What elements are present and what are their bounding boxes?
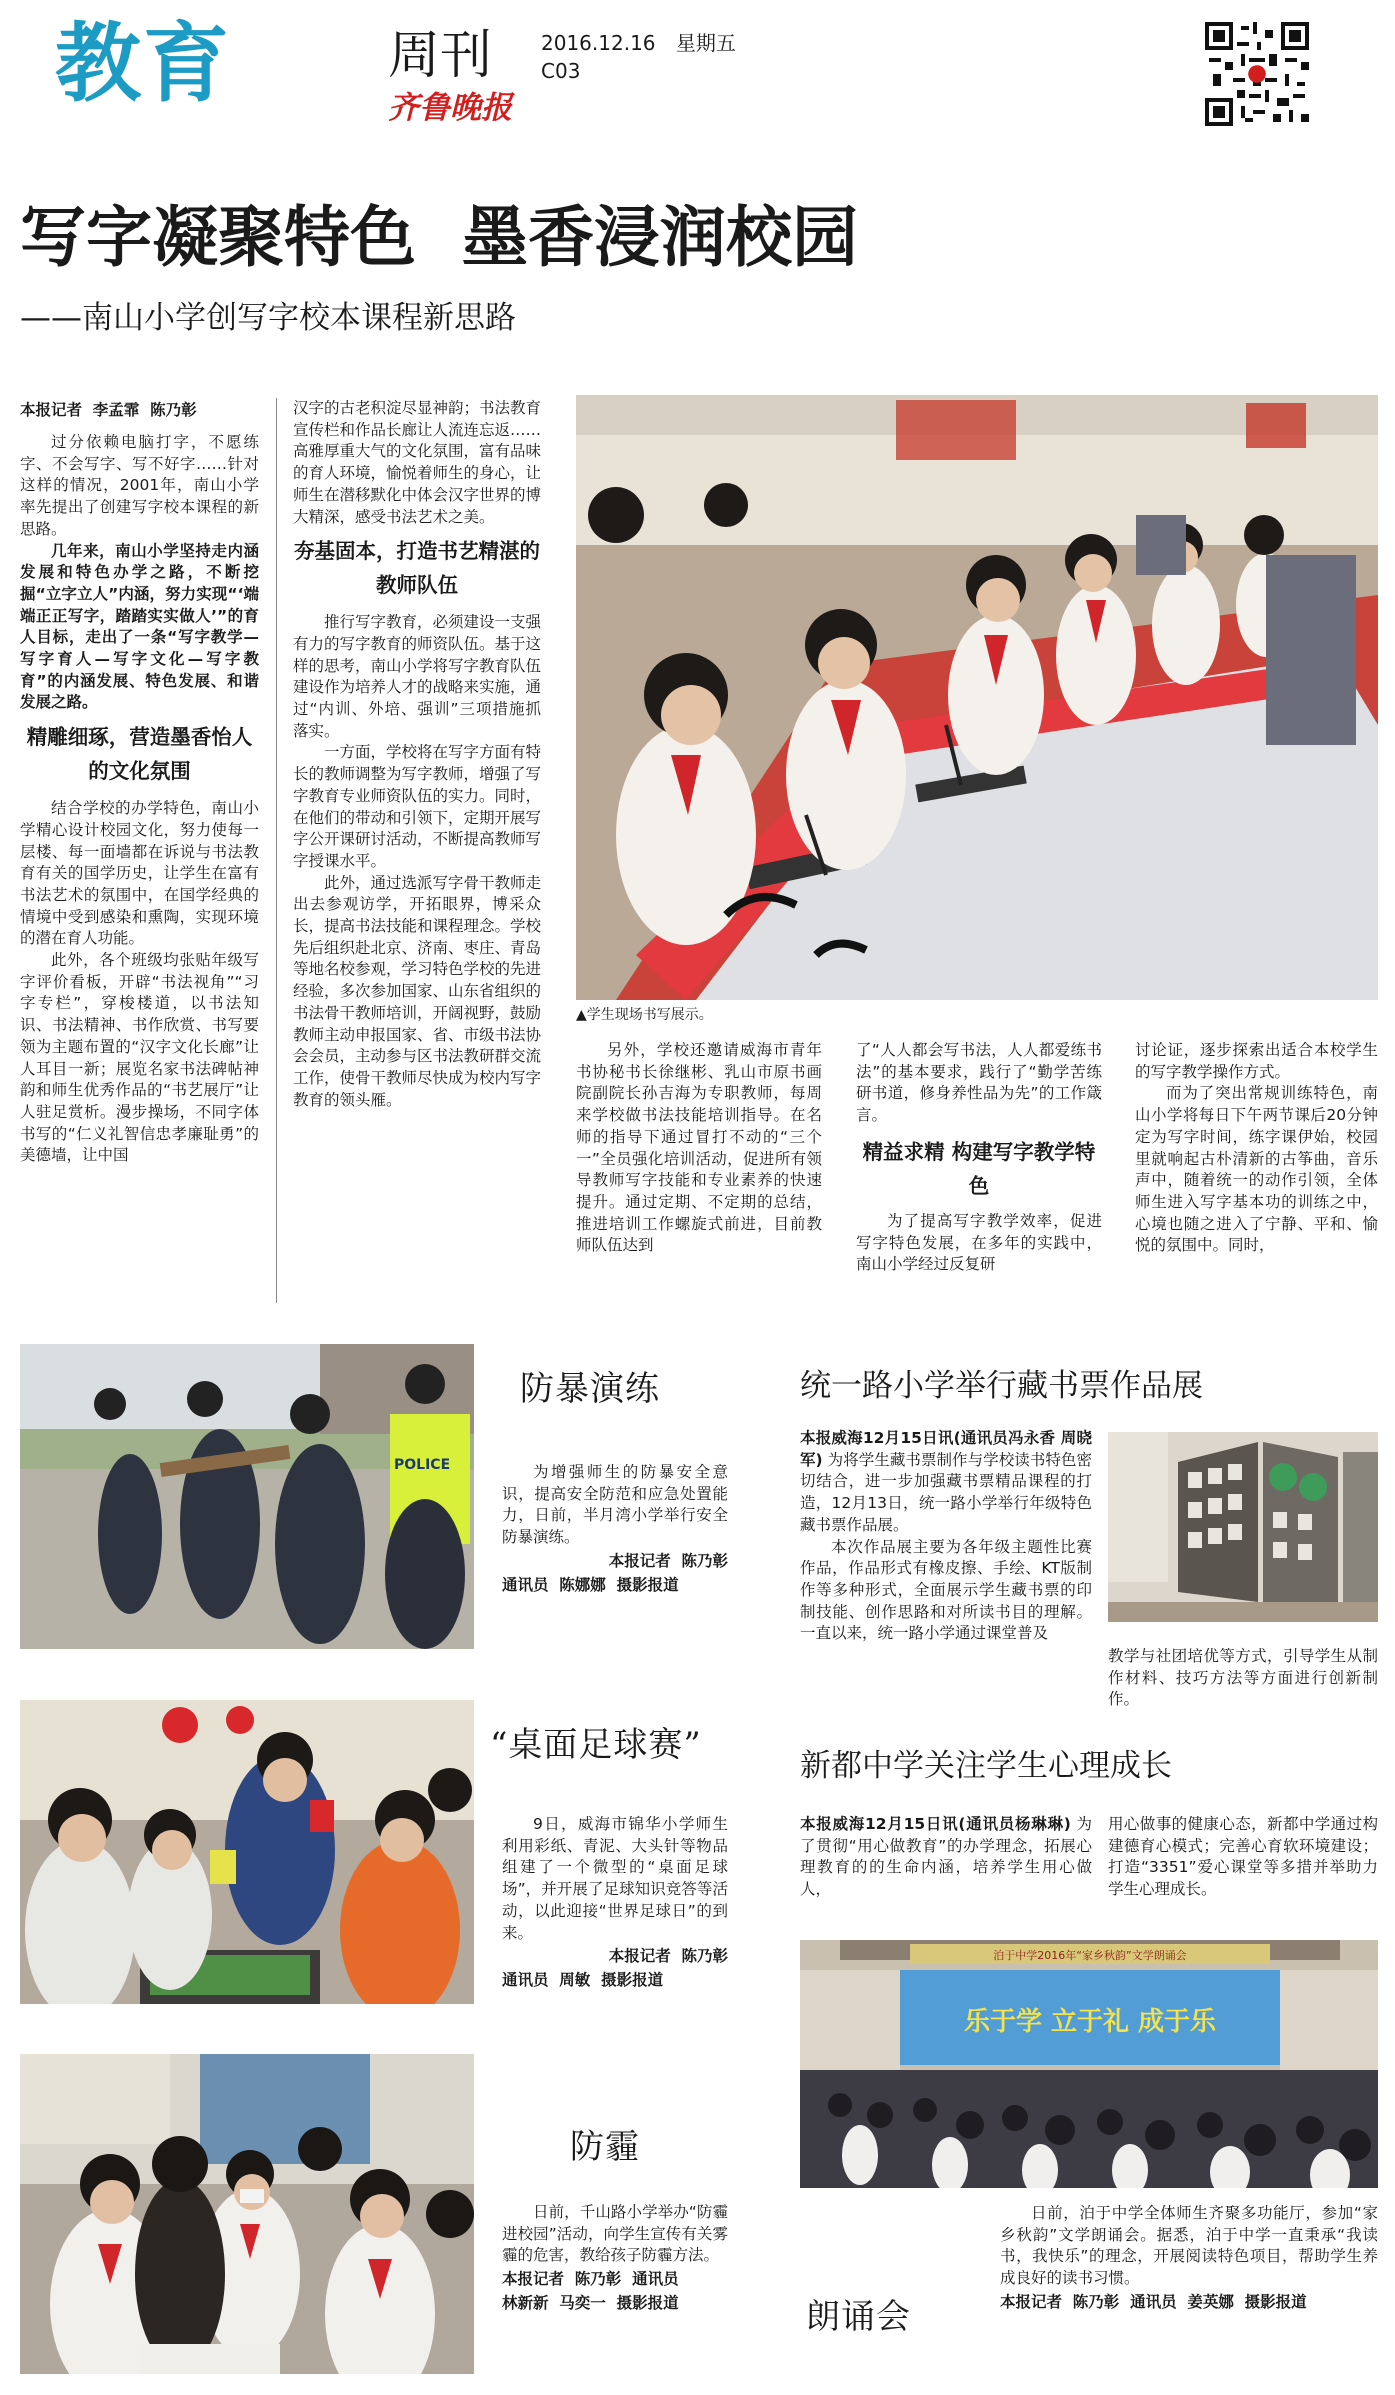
column-rule xyxy=(764,1345,765,2375)
subheadline: ——南山小学创写字校本课程新思路 xyxy=(20,300,516,336)
psych-body-2: 用心做事的健康心态，新都中学通过构建德育心模式；完善心育软环境建设；打造“3351”爱心课堂等多措并举助力学生心理成长。 xyxy=(1108,1815,1378,1899)
psych-body-1 xyxy=(800,1814,1092,1901)
masthead xyxy=(0,0,1395,130)
bookmark-lead: 为将学生藏书票制作与学校读书特色密切结合，进一步加强藏书票精品课程的打造，12月13日，统一路小学举行年级特色藏书票作品展。 xyxy=(800,1450,1092,1534)
paragraph: 了“人人都会写书法，人人都爱练书法”的基本要求，践行了“勤学苦练研书道，修身养性品为先”的工作箴言。 xyxy=(856,1041,1102,1125)
paragraph: 一方面，学校将在写字方面有特长的教师调整为写字教师，增强了写字教育专业师资队伍的实力。同时，在他们的带动和引领下，定期开展写字公开课研讨活动，不断提高教师写字授课水平。 xyxy=(293,743,541,870)
paragraph: 讨论证，逐步探索出适合本校学生的写字教学操作方式。 xyxy=(1135,1041,1378,1081)
headline: 写字凝聚特色 墨香浸润校园 xyxy=(20,199,858,276)
psych-text-2 xyxy=(1108,1814,1378,1904)
bookmark-photo xyxy=(1108,1432,1378,1622)
paragraph: 而为了突出常规训练特色，南山小学将每日下午两节课后20分钟定为写字时间，练字课伊始，校园里就响起古朴清新的古筝曲，音乐声中，随着统一的动作引领，全体师生进入写字基本功的训练之中，心境也随之进入了宁静、平和、愉悦的氛围中。同时， xyxy=(1135,1084,1378,1255)
photo-caption: ▲学生现场书写展示。 xyxy=(576,1007,713,1023)
smog-credit-2: 林新新 马奕一 摄影报道 xyxy=(502,2294,679,2313)
lead-col-2 xyxy=(293,398,541,1306)
bookmark-body-1 xyxy=(800,1428,1092,1537)
recital-credit: 本报记者 陈乃彰 通讯员 姜英娜 摄影报道 xyxy=(1000,2292,1307,2311)
byline: 本报记者 李孟霏 陈乃彰 xyxy=(20,401,197,419)
drill-photo xyxy=(20,1344,474,1649)
paragraph: 汉字的古老积淀尽显神韵；书法教育宣传栏和作品长廊让人流连忘返……高雅厚重大气的文化氛围，富有品味的育人环境，愉悦着师生的身心，让师生在潜移默化中体会汉字世界的博大精深，感受书法艺术之美。 xyxy=(293,399,541,526)
bookmark-body-3: 教学与社团培优等方式，引导学生从制作材料、技巧方法等方面进行创新制作。 xyxy=(1108,1647,1378,1709)
qr-code-icon xyxy=(1205,22,1309,126)
section-title: 教育 xyxy=(55,14,231,114)
bookmark-text-2 xyxy=(1108,1646,1378,1714)
paper-name: 齐鲁晚报 xyxy=(388,90,512,126)
psych-dateline: 本报威海12月15日讯(通讯员杨琳琳) xyxy=(800,1815,1071,1833)
subhead: 夯基固本，打造书艺精湛的教师队伍 xyxy=(294,539,540,598)
drill-title: 防暴演练 xyxy=(520,1369,660,1409)
soccer-body: 9日，威海市锦华小学师生利用彩纸、青泥、大头针等物品组建了一个微型的“桌面足球场”，并开展了足球知识竞答等活动，以此迎接“世界足球日”的到来。 xyxy=(502,1815,728,1942)
recital-title: 朗诵会 xyxy=(806,2297,911,2337)
drill-credit-2: 通讯员 陈娜娜 摄影报道 xyxy=(502,1575,679,1594)
lead-col-5 xyxy=(1135,1040,1378,1310)
section-divider xyxy=(20,1322,1378,1323)
drill-credit-1: 本报记者 陈乃彰 xyxy=(608,1551,728,1570)
recital-banner: 泊于中学2016年“家乡秋韵”文学朗诵会 xyxy=(993,1949,1187,1962)
soccer-photo xyxy=(20,1700,474,2004)
smog-photo xyxy=(20,2054,474,2374)
stage-text: 乐于学 立于礼 成于乐 xyxy=(963,2007,1217,2037)
paragraph: 此外，各个班级均张贴年级写字评价看板，开辟“书法视角”“习字专栏”，穿梭楼道，以书法知识、书法精神、书作欣赏、书写要领为主题布置的“汉字文化长廊”让人耳目一新；展览名家书法碑帖神韵和师生优秀作品的“书艺展厅”让人驻足赏析。漫步操场，不同字体书写的“仁义礼智信忠孝廉耻勇”的美德墙，让中国 xyxy=(20,951,259,1165)
calligraphy-photo xyxy=(576,395,1378,1000)
drill-body: 为增强师生的防暴安全意识，提高安全防范和应急处置能力，日前，半月湾小学举行安全防暴演练。 xyxy=(502,1463,728,1547)
paragraph: 为了提高写字教学效率，促进写字特色发展，在多年的实践中，南山小学经过反复研 xyxy=(856,1211,1102,1274)
bookmark-text xyxy=(800,1428,1092,1678)
soccer-credit-1: 本报记者 陈乃彰 xyxy=(608,1947,728,1966)
issue-date xyxy=(541,30,736,56)
subhead: 精益求精 构建写字教学特色 xyxy=(862,1139,1096,1198)
column-rule xyxy=(276,398,277,1303)
bookmark-title: 统一路小学举行藏书票作品展 xyxy=(800,1368,1203,1404)
psych-lead: 为了贯彻“用心做教育”的办学理念，拓展心理教育的的生命内涵，培养学生用心做人， xyxy=(800,1815,1092,1899)
smog-credit-1: 本报记者 陈乃彰 通讯员 xyxy=(502,2270,679,2289)
smog-body: 日前，千山路小学举办“防霾进校园”活动，向学生宣传有关雾霾的危害，教给孩子防霾方法。 xyxy=(502,2203,728,2265)
lead-col-1 xyxy=(20,398,259,1306)
recital-photo xyxy=(800,1940,1378,2188)
lead-col-3 xyxy=(576,1040,822,1310)
paragraph: 此外，通过选派写字骨干教师走出去参观访学，开拓眼界，博采众长，提高书法技能和课程理念。学校先后组织赴北京、济南、枣庄、青岛等地名校参观，学习特色学校的先进经验，多次参加国家、山东省组织的书法骨干教师培训，开阔视野，鼓励教师主动申报国家、省、市级书法协会会员，主动参与区书法教研群交流工作，使骨干教师尽快成为校内写字教育的领头雁。 xyxy=(293,873,541,1109)
psych-title: 新都中学关注学生心理成长 xyxy=(800,1748,1172,1784)
weekday: 星期五 xyxy=(675,31,736,55)
soccer-credit-2: 通讯员 周敏 摄影报道 xyxy=(502,1971,664,1990)
bookmark-body-2: 本次作品展主要为各年级主题性比赛作品，作品形式有橡皮擦、手绘、KT版制作等多种形式，全面展示学生藏书票的印制技能、创作思路和对所读书目的理解。一直以来，统一路小学通过课堂普及 xyxy=(800,1537,1092,1643)
psych-text-1 xyxy=(800,1814,1092,1904)
smog-title: 防霾 xyxy=(570,2127,640,2167)
soccer-text xyxy=(502,1814,728,2008)
drill-text xyxy=(502,1462,728,1652)
weekly-label: 周刊 xyxy=(388,26,493,86)
paragraph: 结合学校的办学特色，南山小学精心设计校园文化，努力使每一层楼、每一面墙都在诉说与书法教育有关的国学历史，让学生在富有书法艺术的氛围中，在国学经典的情境中受到感染和熏陶，实现环境的潜在育人功能。 xyxy=(20,799,259,948)
police-sign: POLICE xyxy=(394,1457,451,1473)
lead-col-4 xyxy=(856,1040,1102,1310)
recital-text xyxy=(1000,2203,1378,2353)
page-number: C03 xyxy=(541,59,581,83)
smog-text xyxy=(502,2202,728,2382)
date: 2016.12.16 xyxy=(541,31,656,55)
soccer-title: “桌面足球赛” xyxy=(490,1725,702,1765)
subhead: 精雕细琢，营造墨香怡人的文化氛围 xyxy=(26,725,253,784)
recital-body: 日前，泊于中学全体师生齐聚多功能厅，参加“家乡秋韵”文学朗诵会。据悉，泊于中学一直秉承“我读书，我快乐”的理念，开展阅读特色项目，帮助学生养成良好的读书习惯。 xyxy=(1000,2204,1378,2288)
paragraph: 过分依赖电脑打字，不愿练字、不会写字、写不好字……针对这样的情况，2001年，南山小学率先提出了创建写字校本课程的新思路。 xyxy=(20,433,259,538)
paragraph: 另外，学校还邀请威海市青年书协秘书长徐继彬、乳山市原书画院副院长孙吉海为专职教师，每周来学校做书法技能培训指导。在名师的指导下通过冒打不动的“三个一”全员强化培训活动，促进所有领导教师写字技能和专业素养的快速提升。通过定期、不定期的总结，推进培训工作螺旋式前进，目前教师队伍达到 xyxy=(576,1041,822,1255)
bookmark-dateline: 本报威海12月15日讯(通讯员冯永香 周晓军) xyxy=(800,1429,1092,1469)
paragraph: 几年来，南山小学坚持走内涵发展和特色办学之路，不断挖掘“立字立人”内涵，努力实现“‘端端正正写字，踏踏实实做人’”的育人目标，走出了一条“写字教学—写字育人—写字文化—写字教育”的内涵发展、特色发展、和谐发展之路。 xyxy=(20,541,259,712)
paragraph: 推行写字教育，必须建设一支强有力的写字教育的师资队伍。基于这样的思考，南山小学将写字教育队伍建设作为培养人才的战略来实施，通过“内训、外培、强训”三项措施抓落实。 xyxy=(293,613,541,740)
